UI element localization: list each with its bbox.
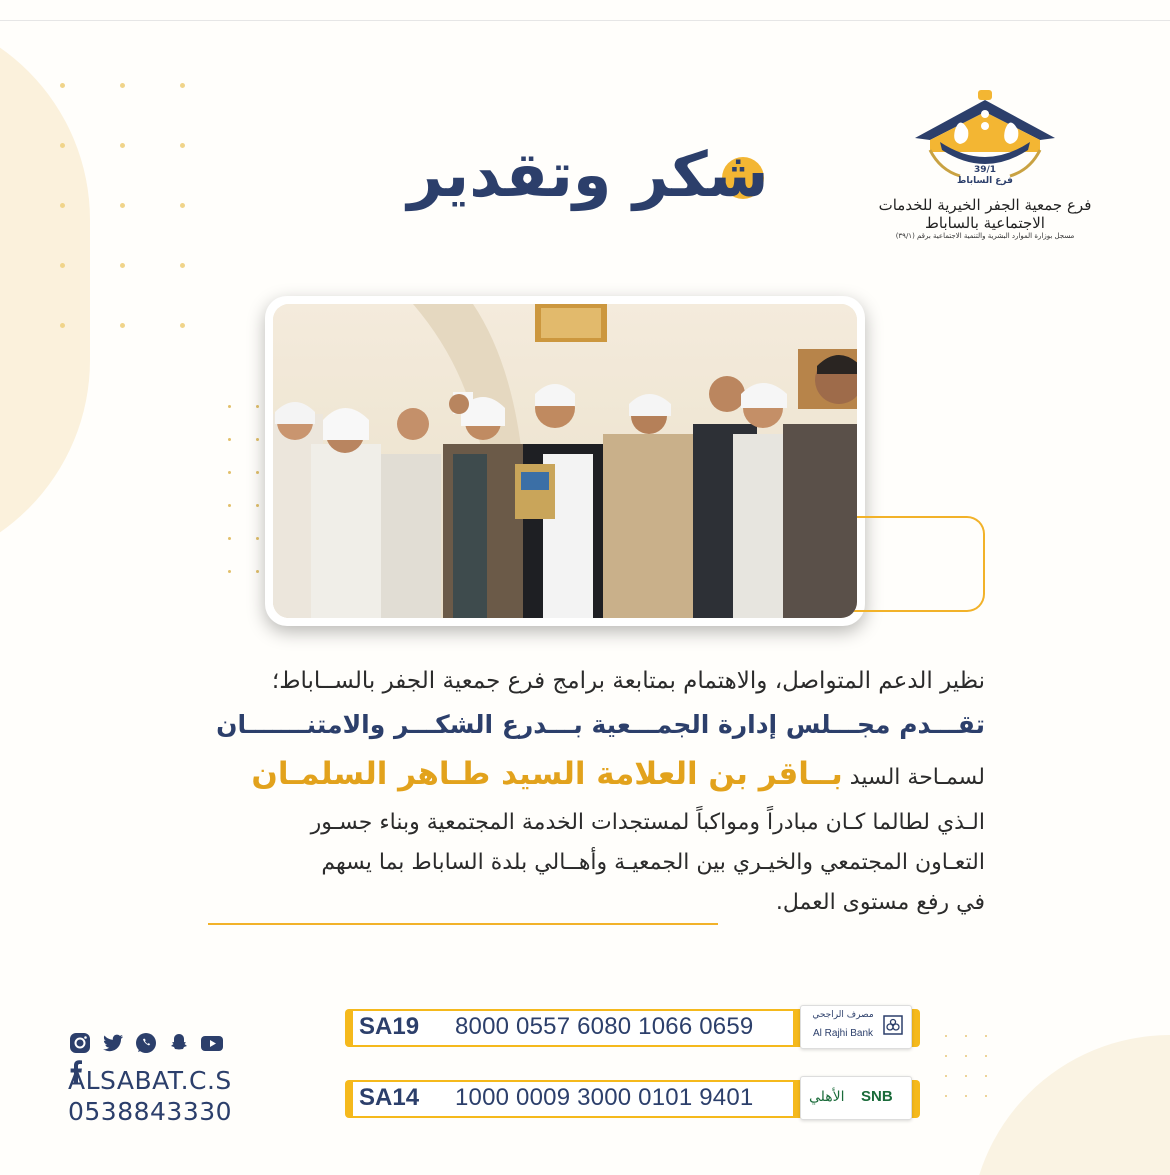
message-line-4: الـذي لطالما كـان مبادراً ومواكباً لمستجدات الخدمة المجتمعية وبناء جسـور: [310, 810, 985, 835]
logo-number: 39/1: [973, 165, 997, 175]
bank-name-ar: مصرف الراجحي: [812, 1010, 874, 1020]
message-line-6: في رفع مستوى العمل.: [775, 890, 985, 915]
iban-number: 8000 0557 6080 1066 0659: [455, 1013, 754, 1040]
logo-branch: فرع الساباط: [957, 176, 1013, 186]
snapchat-icon[interactable]: [167, 1031, 191, 1059]
bank-account-snb: [345, 1076, 920, 1122]
whatsapp-icon[interactable]: [134, 1031, 158, 1059]
bank-name-ar: الأهلي: [809, 1089, 845, 1105]
decorative-dots-bottom-right: [945, 1035, 1005, 1097]
association-registration: مسجل بوزارة الموارد البشرية والتنمية الاجتماعية برقم (٣٩/١): [895, 232, 1075, 240]
message-underline: [208, 923, 718, 925]
decorative-dots-top-left: [60, 83, 240, 328]
decorative-gold-frame: [848, 516, 985, 612]
message-line-3: [180, 756, 985, 792]
message-line-1: نظير الدعم المتواصل، والاهتمام بمتابعة برامج فرع جمعية الجفر بالســاباط؛: [271, 668, 985, 694]
bank-account-alrajhi: [345, 1005, 920, 1051]
message-line-3-prefix: لسمـاحة السيد: [849, 765, 985, 790]
youtube-icon[interactable]: [200, 1031, 224, 1059]
snb-bank-logo: [800, 1076, 912, 1120]
top-divider: [0, 20, 1170, 21]
group-photo: [273, 304, 857, 618]
group-photo-illustration: [273, 304, 857, 618]
page-title: شكر وتقدير: [407, 138, 769, 211]
social-handle[interactable]: ALSABAT.C.S: [68, 1066, 232, 1095]
twitter-icon[interactable]: [101, 1031, 125, 1059]
social-icons: [68, 1031, 253, 1059]
iban-code: SA19: [359, 1013, 420, 1040]
iban-code: SA14: [359, 1084, 420, 1111]
message-line-5: التعـاون المجتمعي والخيـري بين الجمعيـة وأهــالي بلدة الساباط بما يسهم: [321, 850, 985, 875]
association-name: فرع جمعية الجفر الخيرية للخدمات الاجتماعية بالساباط: [878, 196, 1092, 232]
message-line-2: تقـــدم مجـــلس إدارة الجمـــعية بـــدرع الشكـــر والامتنـــــــان: [216, 710, 985, 739]
honoree-name: بــاقر بن العلامة السيد طـاهر السلمـان: [251, 756, 843, 792]
iban-number: 1000 0009 3000 0101 9401: [455, 1084, 754, 1111]
alrajhi-bank-logo: [800, 1005, 912, 1049]
bank-name-en: SNB: [861, 1088, 893, 1105]
instagram-icon[interactable]: [68, 1031, 92, 1059]
phone-number[interactable]: 0538843330: [68, 1097, 233, 1126]
alrajhi-emblem-icon: [883, 1015, 903, 1035]
bank-name-en: Al Rajhi Bank: [812, 1028, 874, 1039]
